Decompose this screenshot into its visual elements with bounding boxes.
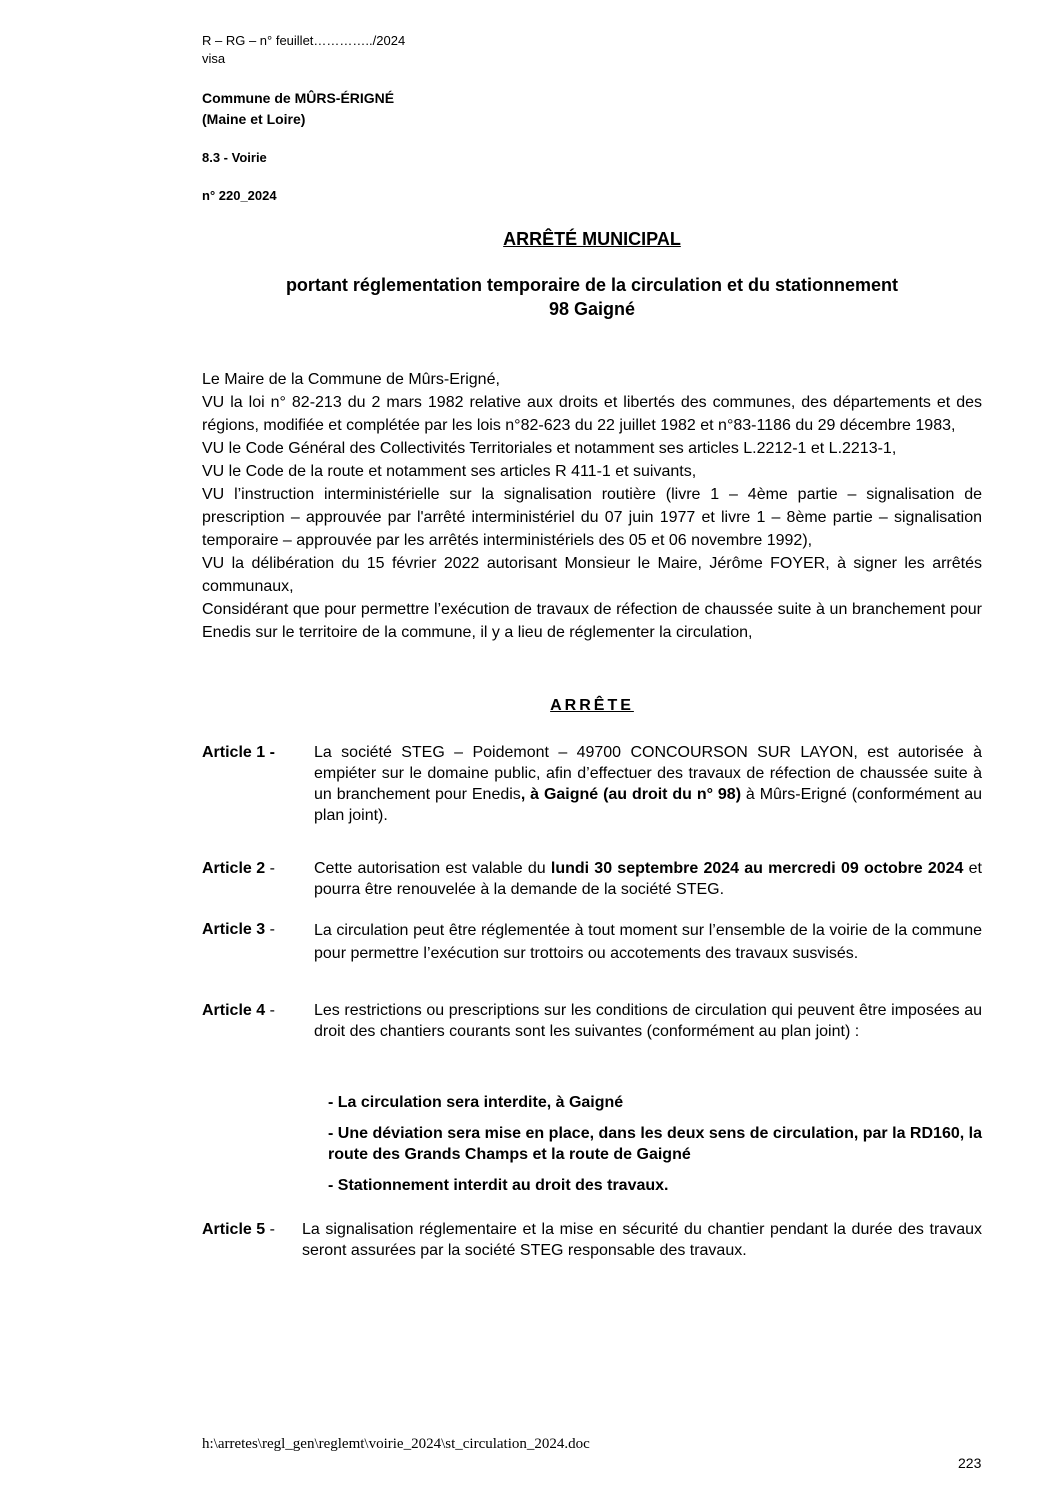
preamble-line: VU le Code de la route et notamment ses articles R 411-1 et suivants, <box>202 463 697 480</box>
preamble <box>202 368 982 644</box>
preamble-line: VU la loi n° 82-213 du 2 mars 1982 relative aux droits et libertés des communes, des départements et des régions, modifiée et complétée par les lois n°82-623 du 22 juillet 1982 et n°83-1186 du 29 décembre 1983, <box>202 394 982 434</box>
article-text-bold: lundi 30 septembre 2024 au mercredi 09 octobre 2024 <box>550 860 964 877</box>
arrete-heading: ARRÊTE <box>550 697 634 714</box>
article-4-body <box>314 1000 982 1042</box>
article-1-label <box>202 742 275 763</box>
visa-label: visa <box>202 51 226 66</box>
commune-name: Commune de MÛRS-ÉRIGNÉ <box>202 90 395 106</box>
article-label-text: Article 1 - <box>202 744 275 761</box>
page-number: 223 <box>958 1455 982 1471</box>
article-text: La signalisation réglementaire et la mise en sécurité du chantier pendant la durée des travaux seront assurées par la société STEG responsable des travaux. <box>302 1221 982 1259</box>
article-text-bold: , à Gaigné (au droit du n° 98) <box>520 786 742 803</box>
preamble-line: VU la délibération du 15 février 2022 autorisant Monsieur le Maire, Jérôme FOYER, à signer les arrêtés communaux, <box>202 555 982 595</box>
article-3-label <box>202 919 275 940</box>
article-text: La société STEG – Poidemont – 49700 CONCOURSON SUR LAYON, est autorisée à empiéter sur le domaine public, afin d’effectuer des travaux de réfection de chaussée suite à un branchement pour Enedis <box>314 744 982 803</box>
article-4-bullet: - Stationnement interdit au droit des travaux. <box>328 1177 669 1194</box>
document-title: ARRÊTÉ MUNICIPAL <box>503 229 681 249</box>
article-text: et pourra être renouvelée à la demande de la société STEG. <box>314 860 982 898</box>
reference-line: R – RG – n° feuillet…………../2024 <box>202 33 406 48</box>
footer-file-path: h:\arretes\regl_gen\reglemt\voirie_2024\st_circulation_2024.doc <box>202 1436 590 1452</box>
article-label-text: Article 4 <box>202 1002 266 1019</box>
preamble-line: VU l’instruction interministérielle sur la signalisation routière (livre 1 – 4ème partie – signalisation de prescription – approuvée par l'arrêté interministériel du 07 juin 1977 et livre 1 – 8ème partie – signalisation temporaire – approuvée par les arrêtés interministériels des 05 et 06 novembre 1992), <box>202 486 982 549</box>
article-4-bullet: - La circulation sera interdite, à Gaigné <box>328 1094 624 1111</box>
article-2-body <box>314 858 982 900</box>
subtitle-line-2: 98 Gaigné <box>548 299 636 319</box>
article-label-dash: - <box>265 860 275 877</box>
article-1-body <box>314 742 982 826</box>
article-4-bullet: - Une déviation sera mise en place, dans les deux sens de circulation, par la RD160, la route des Grands Champs et la route de Gaigné <box>328 1125 982 1163</box>
article-label-text: Article 2 <box>202 860 266 877</box>
article-label-dash: - <box>265 1221 275 1238</box>
article-2-label <box>202 858 275 879</box>
subtitle-line-1: portant réglementation temporaire de la circulation et du stationnement <box>285 275 899 295</box>
article-label-text: Article 5 <box>202 1221 266 1238</box>
article-text: La circulation peut être réglementée à tout moment sur l’ensemble de la voirie de la commune pour permettre l’exécution sur trottoirs ou accotements des travaux susvisés. <box>314 922 982 962</box>
preamble-line: VU le Code Général des Collectivités Territoriales et notamment ses articles L.2212-1 et L.2213-1, <box>202 440 897 457</box>
department-name: (Maine et Loire) <box>202 111 306 127</box>
article-text: Cette autorisation est valable du <box>314 860 551 877</box>
article-text: à Mûrs-Erigné (conformément au plan joint). <box>314 786 982 824</box>
article-3-body <box>314 919 982 965</box>
article-label-dash: - <box>265 1002 275 1019</box>
article-5-label <box>202 1219 275 1240</box>
arrete-number: n° 220_2024 <box>202 188 277 203</box>
preamble-line: Le Maire de la Commune de Mûrs-Erigné, <box>202 371 500 388</box>
article-label-dash: - <box>265 921 275 938</box>
article-5-body <box>302 1219 982 1261</box>
document-subtitle <box>202 273 982 321</box>
article-4-label <box>202 1000 275 1021</box>
article-text: Les restrictions ou prescriptions sur les conditions de circulation qui peuvent être imposées au droit des chantiers courants sont les suivantes (conformément au plan joint) : <box>314 1002 982 1040</box>
preamble-line: Considérant que pour permettre l’exécution de travaux de réfection de chaussée suite à un branchement pour Enedis sur le territoire de la commune, il y a lieu de réglementer la circulation, <box>202 601 982 641</box>
category-label: 8.3 - Voirie <box>202 150 267 165</box>
article-label-text: Article 3 <box>202 921 266 938</box>
